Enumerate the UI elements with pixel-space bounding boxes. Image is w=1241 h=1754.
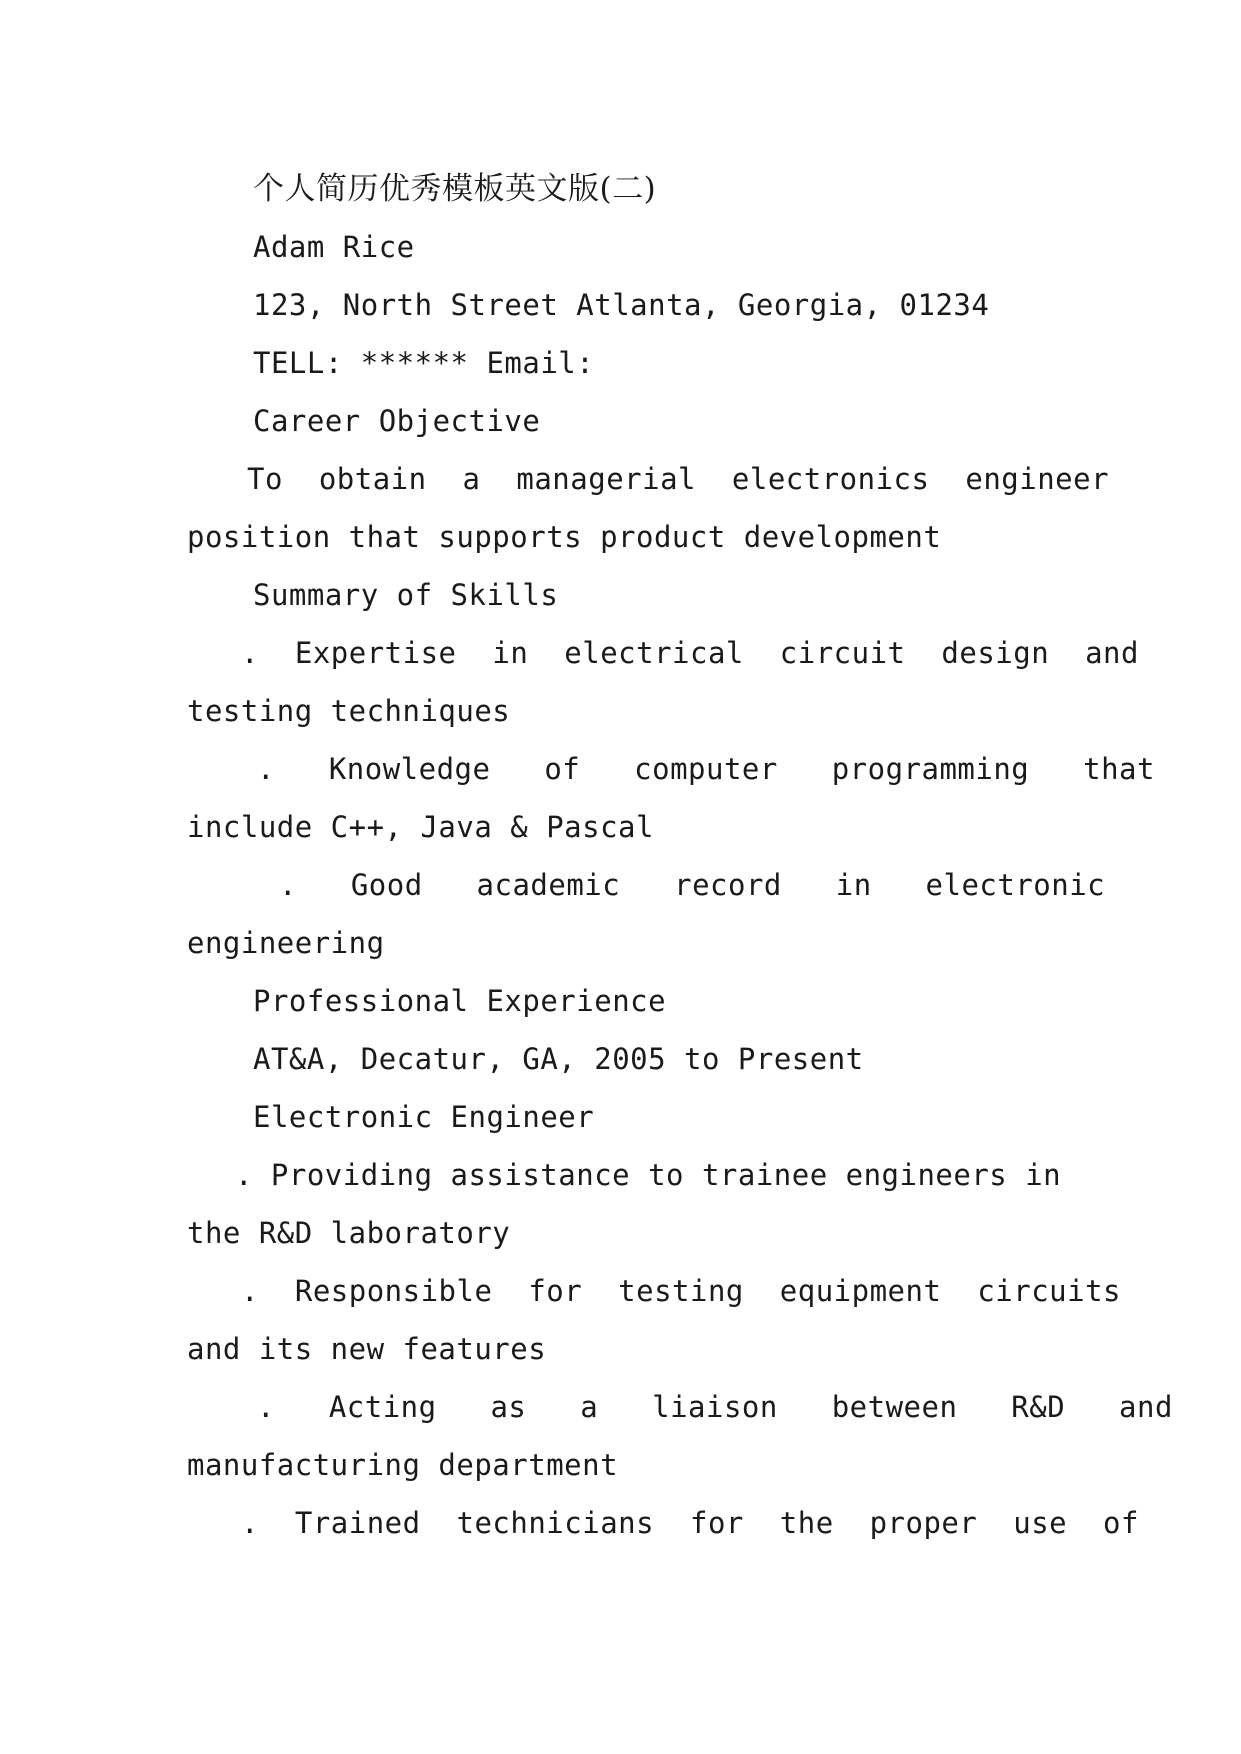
- skill-item-3-line1: . Good academic record in electronic: [279, 868, 1106, 902]
- address-line: 123, North Street Atlanta, Georgia, 01234: [253, 288, 990, 322]
- role-line: Electronic Engineer: [253, 1100, 595, 1134]
- contact-line: TELL: ****** Email:: [253, 346, 595, 380]
- section-heading-career-objective: Career Objective: [253, 404, 541, 438]
- experience-item-4-line1: . Trained technicians for the proper use of: [241, 1506, 1139, 1540]
- employer-line: AT&A, Decatur, GA, 2005 to Present: [253, 1042, 864, 1076]
- skill-item-2-line1: . Knowledge of computer programming that: [257, 752, 1155, 786]
- skill-item-3-line2: engineering: [187, 926, 385, 960]
- skill-item-2-line2: include C++, Java & Pascal: [187, 810, 654, 844]
- experience-item-1-line2: the R&D laboratory: [187, 1216, 511, 1250]
- experience-item-1-line1: . Providing assistance to trainee engineers in: [235, 1158, 1062, 1192]
- section-heading-professional-experience: Professional Experience: [253, 984, 667, 1018]
- resume-body: [187, 160, 1173, 1552]
- skill-item-1-line2: testing techniques: [187, 694, 511, 728]
- candidate-name: Adam Rice: [253, 230, 415, 264]
- experience-item-3-line1: . Acting as a liaison between R&D and: [257, 1390, 1173, 1424]
- section-heading-summary-of-skills: Summary of Skills: [253, 578, 559, 612]
- career-objective-text-line1: To obtain a managerial electronics engineer: [247, 462, 1110, 496]
- skill-item-1-line1: . Expertise in electrical circuit design and: [241, 636, 1139, 670]
- career-objective-text-line2: position that supports product development: [187, 520, 942, 554]
- experience-item-2-line2: and its new features: [187, 1332, 547, 1366]
- experience-item-3-line2: manufacturing department: [187, 1448, 619, 1482]
- experience-item-2-line1: . Responsible for testing equipment circuits: [241, 1274, 1122, 1308]
- document-title: 个人简历优秀模板英文版(二): [253, 171, 657, 207]
